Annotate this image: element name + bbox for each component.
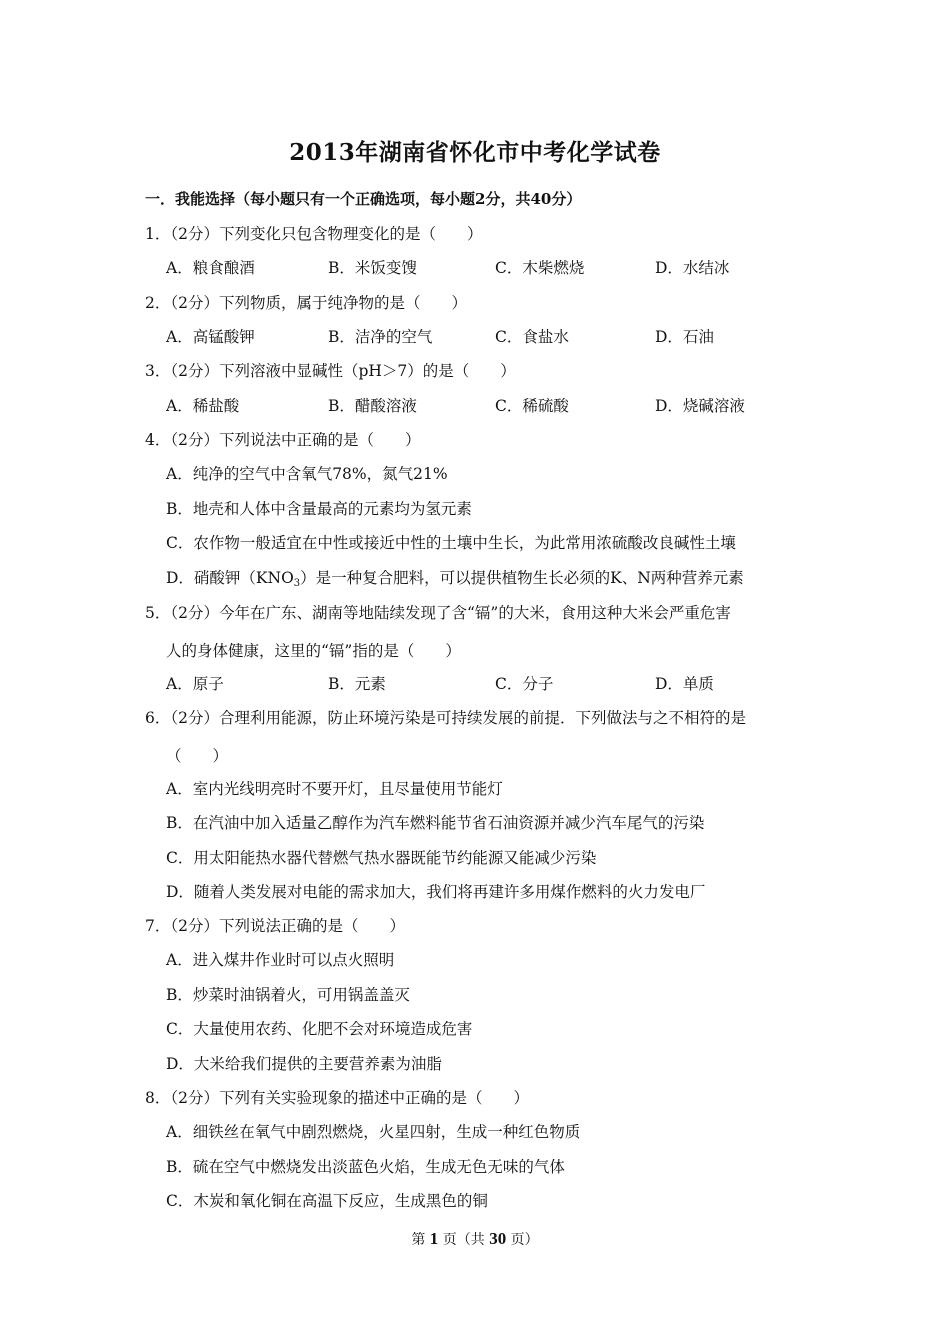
question-4-stem: 4．（2分）下列说法中正确的是（ ） [145, 431, 421, 449]
question-5-stem-cont: 人的身体健康，这里的“镉”指的是（ ） [166, 642, 461, 660]
question-6-option-d: D．随着人类发展对电能的需求加大，我们将再建许多用煤作燃料的火力发电厂 [166, 883, 706, 901]
option-d: D．石油 [655, 328, 714, 346]
question-4-option-a: A．纯净的空气中含氧气78%，氮气21% [166, 465, 448, 483]
question-7-option-b: B．炒菜时油锅着火，可用锅盖盖灭 [166, 986, 410, 1004]
question-5-stem: 5．（2分）今年在广东、湖南等地陆续发现了含“镉”的大米，食用这种大米会严重危害 [145, 604, 731, 622]
option-c: C．木柴燃烧 [495, 259, 585, 277]
option-b: B．元素 [328, 675, 386, 693]
page-title: 2013年湖南省怀化市中考化学试卷 [289, 139, 661, 166]
question-6-stem: 6．（2分）合理利用能源，防止环境污染是可持续发展的前提．下列做法与之不相符的是 [145, 709, 746, 727]
option-d-text-post: ）是一种复合肥料，可以提供植物生长必须的K、N两种营养元素 [300, 569, 744, 587]
question-3-stem: 3．（2分）下列溶液中显碱性（pH＞7）的是（ ） [145, 362, 516, 380]
question-8-option-b: B．硫在空气中燃烧发出淡蓝色火焰，生成无色无味的气体 [166, 1158, 565, 1176]
question-7-option-a: A．进入煤井作业时可以点火照明 [166, 951, 395, 969]
option-a: A．高锰酸钾 [166, 328, 255, 346]
section-heading: 一．我能选择（每小题只有一个正确选项，每小题2分，共40分） [145, 190, 582, 208]
option-a: A．稀盐酸 [166, 397, 240, 415]
option-b: B．醋酸溶液 [328, 397, 417, 415]
subscript-3: 3 [293, 578, 301, 589]
question-2-stem: 2．（2分）下列物质，属于纯净物的是（ ） [145, 294, 467, 312]
option-a: A．粮食酿酒 [166, 259, 255, 277]
page-footer [0, 1229, 950, 1249]
option-d: D．水结冰 [655, 259, 730, 277]
option-c: C．稀硫酸 [495, 397, 569, 415]
footer-mid: 页（共 [442, 1232, 485, 1248]
option-c: C．分子 [495, 675, 554, 693]
page-total: 30 [489, 1229, 507, 1248]
question-8-stem: 8．（2分）下列有关实验现象的描述中正确的是（ ） [145, 1089, 529, 1107]
footer-post: 页） [510, 1232, 539, 1248]
question-6-option-a: A．室内光线明亮时不要开灯，且尽量使用节能灯 [166, 780, 503, 798]
option-d: D．单质 [655, 675, 714, 693]
option-b: B．米饭变馊 [328, 259, 417, 277]
option-d-text-pre: D．硝酸钾（KNO [166, 569, 294, 587]
page-number: 1 [429, 1229, 439, 1248]
footer-pre: 第 [411, 1232, 426, 1248]
question-8-option-c: C．木炭和氧化铜在高温下反应，生成黑色的铜 [166, 1192, 488, 1210]
option-b: B．洁净的空气 [328, 328, 433, 346]
question-6-option-b: B．在汽油中加入适量乙醇作为汽车燃料能节省石油资源并减少汽车尾气的污染 [166, 814, 705, 832]
question-4-option-c: C．农作物一般适宜在中性或接近中性的土壤中生长，为此常用浓硫酸改良碱性土壤 [166, 534, 736, 552]
question-4-option-d [166, 566, 744, 589]
option-a: A．原子 [166, 675, 224, 693]
question-6-option-c: C．用太阳能热水器代替燃气热水器既能节约能源又能减少污染 [166, 849, 597, 867]
question-1-stem: 1．（2分）下列变化只包含物理变化的是（ ） [145, 225, 483, 243]
question-8-option-a: A．细铁丝在氧气中剧烈燃烧，火星四射，生成一种红色物质 [166, 1123, 581, 1141]
question-6-stem-cont: （ ） [166, 747, 229, 765]
option-d: D．烧碱溶液 [655, 397, 745, 415]
question-4-option-b: B．地壳和人体中含量最高的元素均为氢元素 [166, 500, 472, 518]
question-7-option-d: D．大米给我们提供的主要营养素为油脂 [166, 1055, 442, 1073]
option-c: C．食盐水 [495, 328, 569, 346]
question-7-stem: 7．（2分）下列说法正确的是（ ） [145, 917, 405, 935]
question-7-option-c: C．大量使用农药、化肥不会对环境造成危害 [166, 1020, 473, 1038]
